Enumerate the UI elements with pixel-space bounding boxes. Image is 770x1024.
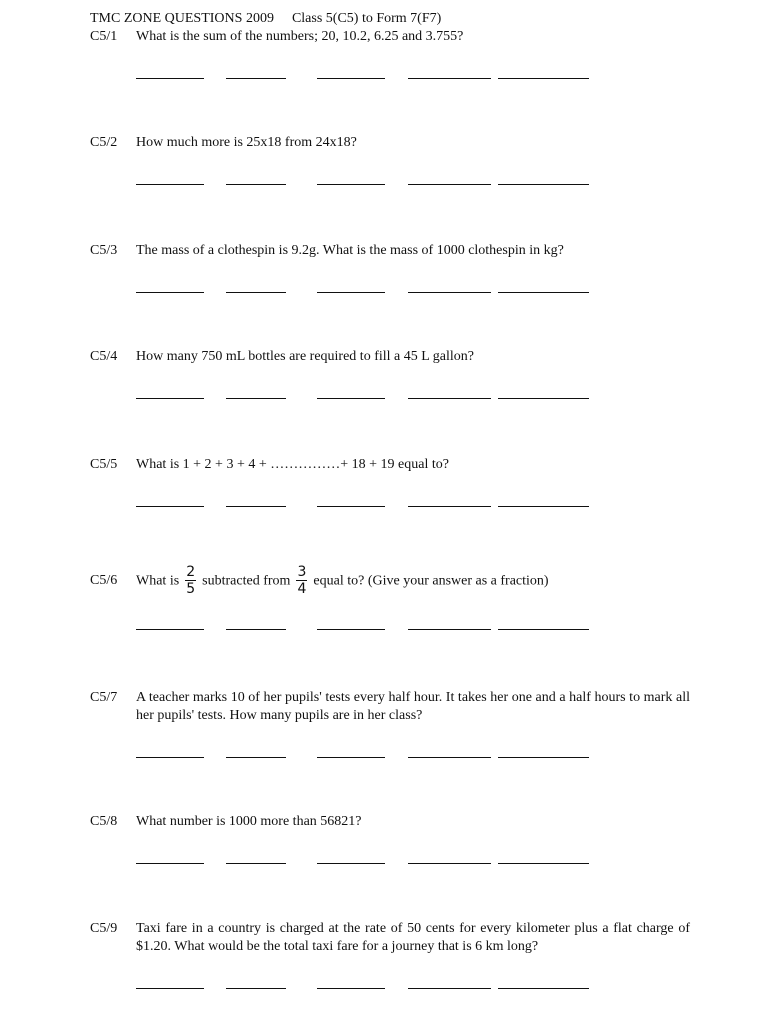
question-text: What is 1 + 2 + 3 + 4 + ……………+ 18 + 19 equal to? — [136, 457, 449, 472]
answer-lines[interactable] — [136, 757, 690, 769]
question-text: What number is 1000 more than 56821? — [136, 814, 362, 829]
question-c5-5 — [90, 456, 690, 518]
question-number: C5/1 — [90, 29, 118, 44]
question-number: C5/9 — [90, 921, 118, 936]
question-text: How much more is 25x18 from 24x18? — [136, 135, 357, 150]
question-number: C5/6 — [90, 573, 118, 588]
answer-lines[interactable] — [136, 988, 690, 1000]
answer-lines[interactable] — [136, 506, 690, 518]
question-c5-6 — [90, 562, 690, 641]
question-number: C5/4 — [90, 349, 118, 364]
question-number: C5/2 — [90, 135, 118, 150]
question-number: C5/8 — [90, 814, 118, 829]
question-number: C5/3 — [90, 243, 118, 258]
question-text: What is $\frac{2}{5}$ subtracted from $\frac{3}{4}$ equal to? (Give your answer as a fraction) — [136, 563, 549, 597]
question-number: C5/7 — [90, 690, 118, 705]
answer-lines[interactable] — [136, 292, 690, 304]
page-header — [90, 10, 441, 28]
worksheet-title: TMC ZONE QUESTIONS 2009 — [90, 11, 274, 26]
question-text: The mass of a clothespin is 9.2g. What is the mass of 1000 clothespin in kg? — [136, 243, 564, 258]
question-text: A teacher marks 10 of her pupils' tests every half hour. It takes her one and a half hours to mark all her pupils' tests. How many pupils are in her class? — [136, 690, 690, 723]
answer-lines[interactable] — [136, 629, 690, 641]
question-c5-9 — [90, 920, 690, 1000]
answer-lines[interactable] — [136, 863, 690, 875]
class-range: Class 5(C5) to Form 7(F7) — [291, 11, 442, 26]
answer-lines[interactable] — [136, 184, 690, 196]
question-text: Taxi fare in a country is charged at the rate of 50 cents for every kilometer plus a flat charge of $1.20. What would be the total taxi fare for a journey that is 6 km long? — [136, 921, 690, 954]
question-number: C5/5 — [90, 457, 118, 472]
question-c5-3 — [90, 242, 690, 304]
fraction-three-quarters: $\frac{3}{4}$ — [297, 563, 307, 597]
question-c5-2 — [90, 134, 690, 196]
question-c5-4 — [90, 348, 690, 410]
fraction-two-fifths: $\frac{2}{5}$ — [186, 563, 196, 597]
question-c5-1 — [90, 28, 690, 90]
question-text: How many 750 mL bottles are required to fill a 45 L gallon? — [136, 349, 474, 364]
question-c5-7 — [90, 689, 690, 769]
question-text: What is the sum of the numbers; 20, 10.2, 6.25 and 3.755? — [136, 29, 464, 44]
answer-lines[interactable] — [136, 398, 690, 410]
question-c5-8 — [90, 813, 690, 875]
answer-lines[interactable] — [136, 78, 690, 90]
